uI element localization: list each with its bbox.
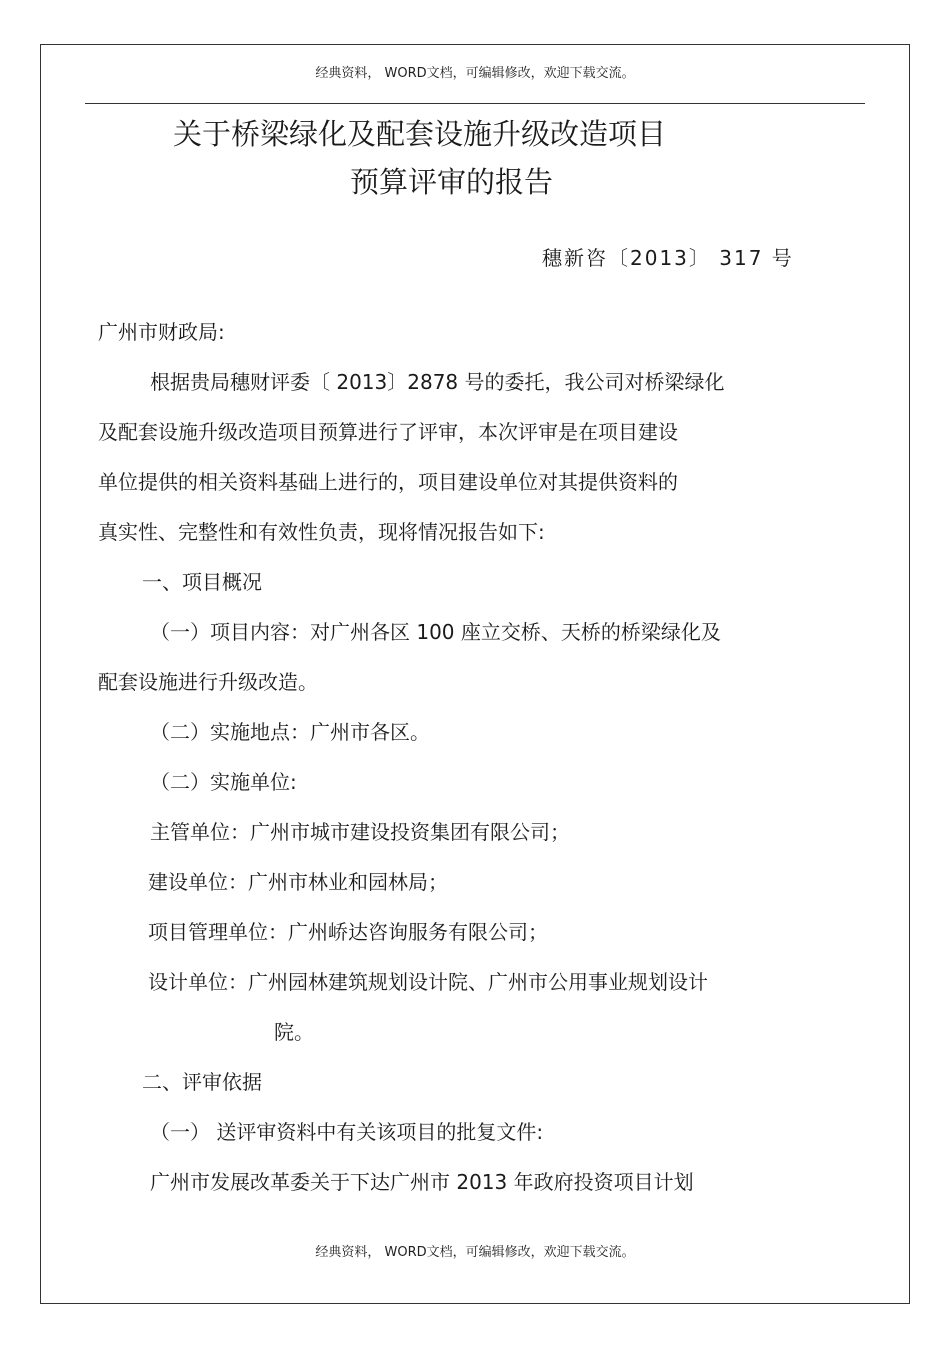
section-2-item-1: （一） 送评审资料中有关该项目的批复文件:: [150, 1120, 544, 1144]
unit-main: 主管单位：广州市城市建设投资集团有限公司；: [150, 820, 570, 844]
section-1-item-1-line-2: 配套设施进行升级改造。: [98, 670, 318, 694]
section-2-item-1-line-1: 广州市发展改革委关于下达广州市 2013 年政府投资项目计划: [150, 1170, 694, 1194]
unit-build: 建设单位：广州市林业和园林局；: [148, 870, 448, 894]
paragraph-1-line-1: 根据贵局穗财评委〔 2013〕2878 号的委托，我公司对桥梁绿化: [150, 370, 725, 394]
page-header-note: 经典资料， WORD文档，可编辑修改，欢迎下载交流。: [315, 66, 635, 81]
unit-manage: 项目管理单位：广州峤达咨询服务有限公司；: [148, 920, 548, 944]
addressee: 广州市财政局:: [98, 320, 225, 344]
section-1-item-3: （二）实施单位:: [150, 770, 297, 794]
paragraph-1-line-4: 真实性、完整性和有效性负责，现将情况报告如下:: [98, 520, 545, 544]
unit-design-line-1: 设计单位：广州园林建筑规划设计院、广州市公用事业规划设计: [148, 970, 708, 994]
paragraph-1-line-2: 及配套设施升级改造项目预算进行了评审，本次评审是在项目建设: [98, 420, 678, 444]
page-footer-note: 经典资料， WORD文档，可编辑修改，欢迎下载交流。: [315, 1245, 635, 1260]
section-2-heading: 二、评审依据: [142, 1070, 262, 1094]
section-1-heading: 一、项目概况: [142, 570, 262, 594]
header-rule: [85, 103, 865, 104]
document-number: 穗新咨〔2013〕 317 号: [542, 246, 794, 270]
section-1-item-2: （二）实施地点：广州市各区。: [150, 720, 430, 744]
unit-design-line-2: 院。: [274, 1020, 314, 1044]
section-1-item-1-line-1: （一）项目内容：对广州各区 100 座立交桥、天桥的桥梁绿化及: [150, 620, 721, 644]
document-title-line-2: 预算评审的报告: [350, 165, 554, 199]
document-title-line-1: 关于桥梁绿化及配套设施升级改造项目: [173, 117, 667, 151]
paragraph-1-line-3: 单位提供的相关资料基础上进行的，项目建设单位对其提供资料的: [98, 470, 678, 494]
